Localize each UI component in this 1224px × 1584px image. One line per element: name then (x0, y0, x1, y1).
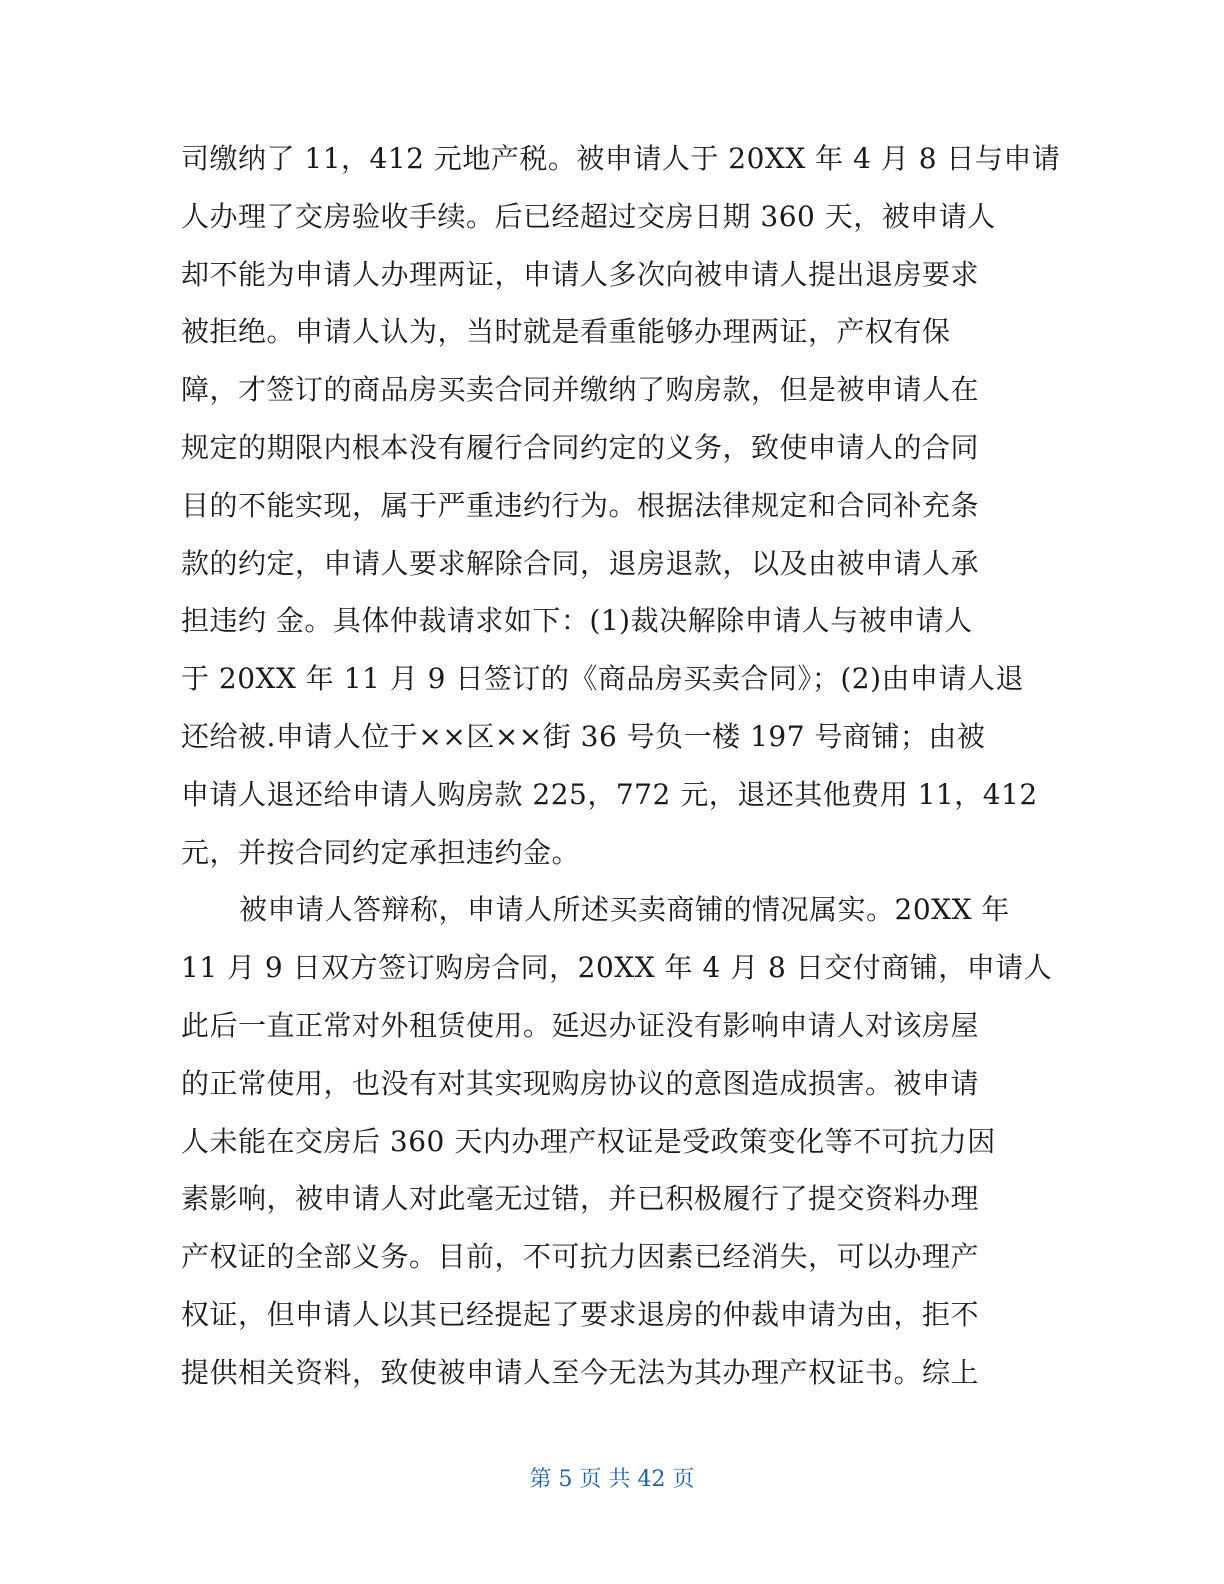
text-line: 申请人退还给申请人购房款 225，772 元，退还其他费用 11，412 (181, 777, 1038, 811)
text-line: 目的不能实现，属于严重违约行为。根据法律规定和合同补充条 (181, 488, 980, 522)
text-line: 人未能在交房后 360 天内办理产权证是受政策变化等不可抗力因 (181, 1124, 996, 1158)
text-line: 于 20XX 年 11 月 9 日签订的《商品房买卖合同》；(2)由申请人退 (181, 662, 1025, 696)
text-line: 被拒绝。申请人认为，当时就是看重能够办理两证，产权有保 (181, 315, 951, 349)
text-line: 此后一直正常对外租赁使用。延迟办证没有影响申请人对该房屋 (181, 1008, 980, 1042)
text-line: 产权证的全部义务。目前，不可抗力因素已经消失，可以办理产 (181, 1240, 980, 1274)
paragraph-start-line: 被申请人答辩称，申请人所述买卖商铺的情况属实。20XX 年 (239, 893, 1010, 927)
text-line: 11 月 9 日双方签订购房合同，20XX 年 4 月 8 日交付商铺，申请人 (181, 951, 1053, 985)
text-line: 权证，但申请人以其已经提起了要求退房的仲裁申请为由，拒不 (181, 1297, 980, 1331)
text-line: 的正常使用，也没有对其实现购房协议的意图造成损害。被申请 (181, 1066, 980, 1100)
document-body (181, 130, 1061, 1402)
text-line: 障，才签订的商品房买卖合同并缴纳了购房款，但是被申请人在 (181, 373, 980, 407)
text-line: 人办理了交房验收手续。后已经超过交房日期 360 天，被申请人 (181, 199, 996, 233)
text-line: 还给被.申请人位于××区××街 36 号负一楼 197 号商铺；由被 (181, 719, 986, 753)
text-line: 提供相关资料，致使被申请人至今无法为其办理产权证书。综上 (181, 1355, 980, 1389)
text-line: 素影响，被申请人对此毫无过错，并已积极履行了提交资料办理 (181, 1182, 980, 1216)
page-number-footer: 第 5 页 共 42 页 (529, 1467, 695, 1492)
text-line: 规定的期限内根本没有履行合同约定的义务，致使申请人的合同 (181, 430, 980, 464)
text-line: 却不能为申请人办理两证，申请人多次向被申请人提出退房要求 (181, 257, 980, 291)
text-line: 担违约 金。具体仲裁请求如下：(1)裁决解除申请人与被申请人 (181, 604, 973, 638)
text-line: 元，并按合同约定承担违约金。 (181, 835, 581, 869)
text-line: 款的约定，申请人要求解除合同，退房退款，以及由被申请人承 (181, 546, 980, 580)
text-line: 司缴纳了 11，412 元地产税。被申请人于 20XX 年 4 月 8 日与申请 (181, 142, 1061, 175)
